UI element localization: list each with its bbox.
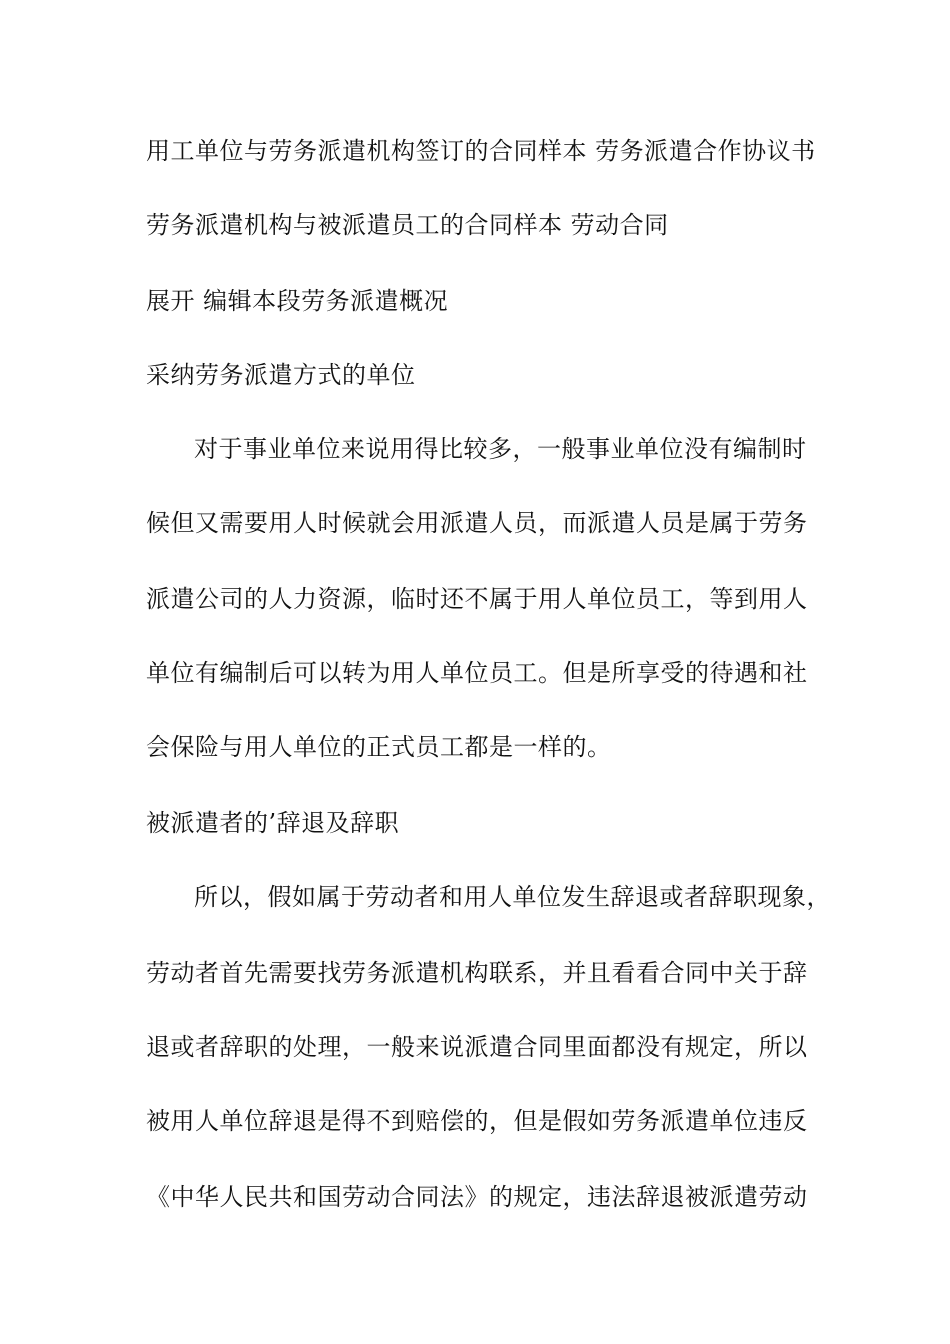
paragraph-line: 退或者辞职的处理，一般来说派遣合同里面都没有规定，所以 [146, 1033, 808, 1061]
paragraph-line: 被用人单位辞退是得不到赔偿的，但是假如劳务派遣单位违反 [146, 1107, 808, 1135]
text-line-contract-sample-employer: 用工单位与劳务派遣机构签订的合同样本 劳务派遣合作协议书 [146, 137, 816, 165]
paragraph-line: 派遣公司的人力资源，临时还不属于用人单位员工，等到用人 [146, 585, 808, 613]
paragraph-line: 对于事业单位来说用得比较多，一般事业单位没有编制时 [194, 435, 807, 463]
paragraph-line: 单位有编制后可以转为用人单位员工。但是所享受的待遇和社 [146, 659, 808, 687]
section-heading-dismissal: 被派遣者的’辞退及辞职 [146, 809, 400, 837]
paragraph-line: 候但又需要用人时候就会用派遣人员，而派遣人员是属于劳务 [146, 509, 808, 537]
paragraph-line: 会保险与用人单位的正式员工都是一样的。 [146, 733, 612, 761]
paragraph-line: 所以，假如属于劳动者和用人单位发生辞退或者辞职现象， [194, 883, 831, 911]
text-line-contract-sample-employee: 劳务派遣机构与被派遣员工的合同样本 劳动合同 [146, 211, 669, 239]
section-heading-overview: 展开 编辑本段劳务派遣概况 [146, 287, 449, 315]
section-heading-units: 采纳劳务派遣方式的单位 [146, 361, 416, 389]
paragraph-line: 《中华人民共和国劳动合同法》的规定，违法辞退被派遣劳动 [146, 1183, 808, 1211]
paragraph-line: 劳动者首先需要找劳务派遣机构联系，并且看看合同中关于辞 [146, 959, 808, 987]
